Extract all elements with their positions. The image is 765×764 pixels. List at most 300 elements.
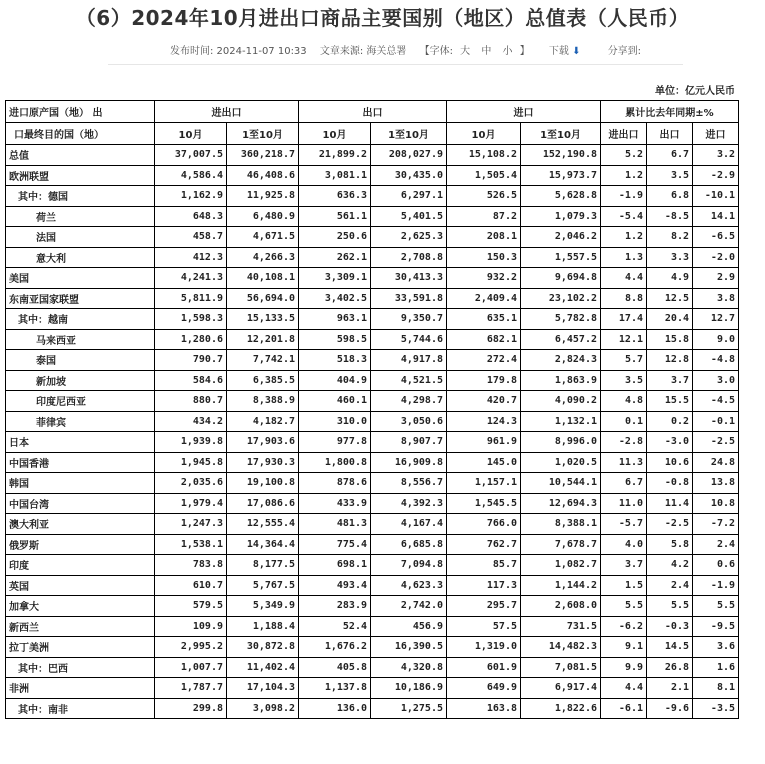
row-value: 1,598.3 [155,309,227,330]
row-value: 1,079.3 [521,206,601,227]
row-value: 57.5 [447,616,521,637]
row-value: 1,007.7 [155,657,227,678]
table-row [6,288,739,309]
row-value: 1.5 [601,575,647,596]
row-value: 4,167.4 [371,514,447,535]
row-country: 总值 [6,145,155,166]
row-value: 5,401.5 [371,206,447,227]
row-value: 3.7 [601,555,647,576]
row-value: 6.8 [647,186,693,207]
row-value: 598.5 [299,329,371,350]
row-value: 5.5 [693,596,739,617]
row-value: 12.5 [647,288,693,309]
row-value: 4.4 [601,268,647,289]
row-value: 3.0 [693,370,739,391]
row-country: 非洲 [6,678,155,699]
row-value: 420.7 [447,391,521,412]
row-value: 12.7 [693,309,739,330]
row-country: 印度 [6,555,155,576]
row-value: 2,742.0 [371,596,447,617]
row-country: 菲律宾 [6,411,155,432]
table-row [6,247,739,268]
row-value: 649.9 [447,678,521,699]
header-row-1 [6,101,739,123]
row-value: 10.6 [647,452,693,473]
row-value: -3.5 [693,698,739,719]
row-value: 299.8 [155,698,227,719]
share-label[interactable]: 分享到: [607,46,642,57]
row-value: 0.1 [601,411,647,432]
row-value: 1,137.8 [299,678,371,699]
header-export-month: 10月 [299,123,371,145]
row-value: 4,586.4 [155,165,227,186]
row-value: 19,100.8 [227,473,299,494]
row-value: 179.8 [447,370,521,391]
row-value: 3.6 [693,637,739,658]
row-value: 3.3 [647,247,693,268]
row-value: 8,907.7 [371,432,447,453]
font-size-medium[interactable]: 中 [481,46,492,57]
table-row [6,616,739,637]
page-title: （6）2024年10月进出口商品主要国别（地区）总值表（人民币） [75,6,690,30]
row-value: 5,744.6 [371,329,447,350]
row-country: 其中：南非 [6,698,155,719]
header-yoy-export: 出口 [647,123,693,145]
row-value: 5,628.8 [521,186,601,207]
row-value: 12.8 [647,350,693,371]
row-value: 1.3 [601,247,647,268]
row-value: -9.6 [647,698,693,719]
row-value: 4,266.3 [227,247,299,268]
row-value: 15.8 [647,329,693,350]
row-value: 37,007.5 [155,145,227,166]
row-value: 1,979.4 [155,493,227,514]
row-value: 145.0 [447,452,521,473]
row-value: 109.9 [155,616,227,637]
row-country: 美国 [6,268,155,289]
row-value: 518.3 [299,350,371,371]
row-value: -0.3 [647,616,693,637]
row-value: 1,800.8 [299,452,371,473]
table-row [6,206,739,227]
row-value: 635.1 [447,309,521,330]
row-value: 1,939.8 [155,432,227,453]
row-value: 412.3 [155,247,227,268]
row-value: 977.8 [299,432,371,453]
table-row [6,534,739,555]
row-value: 3,050.6 [371,411,447,432]
row-value: 1,275.5 [371,698,447,719]
row-value: 6.7 [647,145,693,166]
row-value: 783.8 [155,555,227,576]
row-value: 6,457.2 [521,329,601,350]
row-value: 8.2 [647,227,693,248]
row-value: 9.0 [693,329,739,350]
table-row [6,268,739,289]
row-value: 15,133.5 [227,309,299,330]
table-row [6,473,739,494]
row-value: 8.8 [601,288,647,309]
table-row [6,637,739,658]
row-value: 2,409.4 [447,288,521,309]
row-value: 17.4 [601,309,647,330]
row-value: 1.2 [601,165,647,186]
row-value: 3.2 [693,145,739,166]
row-value: 8,996.0 [521,432,601,453]
row-value: 3,402.5 [299,288,371,309]
row-value: 1,545.5 [447,493,521,514]
row-value: 0.6 [693,555,739,576]
row-value: -5.7 [601,514,647,535]
row-value: 26.8 [647,657,693,678]
row-value: 4,241.3 [155,268,227,289]
row-value: 11,402.4 [227,657,299,678]
row-value: 456.9 [371,616,447,637]
row-value: 1.6 [693,657,739,678]
header-country-2: 口最终目的国（地） [6,123,155,145]
row-value: 4,392.3 [371,493,447,514]
row-value: 433.9 [299,493,371,514]
table-row [6,309,739,330]
row-value: 85.7 [447,555,521,576]
row-value: -2.5 [647,514,693,535]
row-country: 日本 [6,432,155,453]
row-value: 6,297.1 [371,186,447,207]
row-value: 272.4 [447,350,521,371]
table-row [6,432,739,453]
row-value: 579.5 [155,596,227,617]
row-value: 17,903.6 [227,432,299,453]
row-value: 932.2 [447,268,521,289]
table-row [6,514,739,535]
table-row [6,165,739,186]
row-value: 40,108.1 [227,268,299,289]
font-size-large[interactable]: 大 [460,46,471,57]
row-value: 3.5 [601,370,647,391]
row-value: 3.5 [647,165,693,186]
row-value: 526.5 [447,186,521,207]
table-row [6,698,739,719]
table-row [6,596,739,617]
header-yoy: 累计比去年同期±% [601,101,739,123]
row-value: 208,027.9 [371,145,447,166]
header-import-month: 10月 [447,123,521,145]
row-value: 9.9 [601,657,647,678]
row-value: 1,676.2 [299,637,371,658]
font-size-control [420,46,533,57]
row-country: 新加坡 [6,370,155,391]
row-value: 1,020.5 [521,452,601,473]
row-country: 法国 [6,227,155,248]
row-value: 360,218.7 [227,145,299,166]
row-country: 中国香港 [6,452,155,473]
header-total-month: 10月 [155,123,227,145]
row-value: 30,435.0 [371,165,447,186]
row-value: -0.1 [693,411,739,432]
font-size-close: 】 [519,46,530,57]
row-value: 762.7 [447,534,521,555]
row-value: 7,081.5 [521,657,601,678]
row-value: 1,945.8 [155,452,227,473]
header-import: 进口 [447,101,601,123]
row-value: 3,098.2 [227,698,299,719]
row-value: 5.5 [647,596,693,617]
row-value: 12,201.8 [227,329,299,350]
table-row [6,452,739,473]
row-country: 其中：德国 [6,186,155,207]
row-value: 1,505.4 [447,165,521,186]
row-value: -6.1 [601,698,647,719]
row-value: 150.3 [447,247,521,268]
row-value: 250.6 [299,227,371,248]
divider [108,64,683,65]
row-value: 481.3 [299,514,371,535]
row-value: 731.5 [521,616,601,637]
row-value: 561.1 [299,206,371,227]
row-country: 印度尼西亚 [6,391,155,412]
row-value: 10,186.9 [371,678,447,699]
row-value: -7.2 [693,514,739,535]
row-value: -5.4 [601,206,647,227]
row-value: 1,787.7 [155,678,227,699]
row-value: -10.1 [693,186,739,207]
font-size-small[interactable]: 小 [502,46,513,57]
row-value: 3.7 [647,370,693,391]
row-value: 1,144.2 [521,575,601,596]
row-value: -3.0 [647,432,693,453]
row-value: 117.3 [447,575,521,596]
row-value: 2,035.6 [155,473,227,494]
row-value: 963.1 [299,309,371,330]
row-value: 648.3 [155,206,227,227]
row-value: 4,671.5 [227,227,299,248]
row-value: 208.1 [447,227,521,248]
row-value: 2,708.8 [371,247,447,268]
header-total-ytd: 1至10月 [227,123,299,145]
row-value: 1,132.1 [521,411,601,432]
row-value: 5.7 [601,350,647,371]
header-country: 进口原产国（地） 出 [6,101,155,123]
row-value: 4,623.3 [371,575,447,596]
row-value: -2.5 [693,432,739,453]
row-value: -4.8 [693,350,739,371]
row-value: 11,925.8 [227,186,299,207]
row-value: 1,162.9 [155,186,227,207]
row-value: 4,521.5 [371,370,447,391]
row-value: 5.2 [601,145,647,166]
row-value: 404.9 [299,370,371,391]
row-value: -1.9 [601,186,647,207]
row-value: 5,811.9 [155,288,227,309]
row-value: 12.1 [601,329,647,350]
row-country: 欧洲联盟 [6,165,155,186]
row-value: 458.7 [155,227,227,248]
row-value: 152,190.8 [521,145,601,166]
row-value: 13.8 [693,473,739,494]
row-value: 5.5 [601,596,647,617]
row-value: 1,188.4 [227,616,299,637]
row-value: 9.1 [601,637,647,658]
row-value: -6.2 [601,616,647,637]
row-value: 11.3 [601,452,647,473]
table-row [6,657,739,678]
row-value: 1,319.0 [447,637,521,658]
row-value: 14.5 [647,637,693,658]
header-yoy-total: 进出口 [601,123,647,145]
row-value: 52.4 [299,616,371,637]
row-value: 283.9 [299,596,371,617]
row-value: 10.8 [693,493,739,514]
row-country: 意大利 [6,247,155,268]
row-value: 766.0 [447,514,521,535]
row-value: 9,694.8 [521,268,601,289]
table-row [6,350,739,371]
row-value: 310.0 [299,411,371,432]
row-value: 4.2 [647,555,693,576]
row-value: 12,555.4 [227,514,299,535]
row-value: 6,917.4 [521,678,601,699]
publish-time: 发布时间: 2024-11-07 10:33 [170,46,307,57]
row-value: 11.4 [647,493,693,514]
row-value: 636.3 [299,186,371,207]
row-value: 2,625.3 [371,227,447,248]
row-country: 新西兰 [6,616,155,637]
row-value: 405.8 [299,657,371,678]
row-value: -1.9 [693,575,739,596]
row-value: 3,309.1 [299,268,371,289]
row-value: 2.4 [693,534,739,555]
row-value: 87.2 [447,206,521,227]
row-value: 1,822.6 [521,698,601,719]
row-value: 14,482.3 [521,637,601,658]
table-row [6,411,739,432]
trade-table [5,100,739,719]
row-value: 2.4 [647,575,693,596]
row-value: 682.1 [447,329,521,350]
article-meta [170,42,651,57]
row-value: 4.0 [601,534,647,555]
row-country: 马来西亚 [6,329,155,350]
row-value: 295.7 [447,596,521,617]
row-value: 8,388.9 [227,391,299,412]
row-value: 2,046.2 [521,227,601,248]
row-value: 15.5 [647,391,693,412]
row-value: 5,782.8 [521,309,601,330]
row-value: 434.2 [155,411,227,432]
row-value: 1.2 [601,227,647,248]
download-link[interactable] [549,46,584,57]
row-value: 1,082.7 [521,555,601,576]
row-country: 中国台湾 [6,493,155,514]
header-export-ytd: 1至10月 [371,123,447,145]
row-value: 6.7 [601,473,647,494]
download-label: 下载 [548,46,569,57]
row-value: 4,320.8 [371,657,447,678]
row-value: 46,408.6 [227,165,299,186]
row-value: 17,930.3 [227,452,299,473]
row-value: 584.6 [155,370,227,391]
row-value: 493.4 [299,575,371,596]
row-value: 30,872.8 [227,637,299,658]
article-source: 文章来源: 海关总署 [319,46,407,57]
row-value: 11.0 [601,493,647,514]
row-value: 7,742.1 [227,350,299,371]
row-value: 17,086.6 [227,493,299,514]
row-value: 2,995.2 [155,637,227,658]
row-value: 2.1 [647,678,693,699]
row-value: 16,909.8 [371,452,447,473]
row-value: 880.7 [155,391,227,412]
font-size-label: 【字体: [419,46,453,57]
row-country: 加拿大 [6,596,155,617]
row-value: 4,182.7 [227,411,299,432]
row-value: 698.1 [299,555,371,576]
row-value: -9.5 [693,616,739,637]
row-value: 14.1 [693,206,739,227]
row-value: 4,917.8 [371,350,447,371]
row-value: 1,157.1 [447,473,521,494]
row-value: 163.8 [447,698,521,719]
row-value: 33,591.8 [371,288,447,309]
row-value: 262.1 [299,247,371,268]
row-value: 2.9 [693,268,739,289]
row-value: 1,538.1 [155,534,227,555]
header-total: 进出口 [155,101,299,123]
table-row [6,370,739,391]
row-value: 124.3 [447,411,521,432]
row-value: 6,685.8 [371,534,447,555]
row-value: 20.4 [647,309,693,330]
row-value: -8.5 [647,206,693,227]
row-country: 俄罗斯 [6,534,155,555]
row-value: 5.8 [647,534,693,555]
table-row [6,493,739,514]
row-value: 4.4 [601,678,647,699]
header-yoy-import: 进口 [693,123,739,145]
row-value: 16,390.5 [371,637,447,658]
row-value: 6,385.5 [227,370,299,391]
row-value: 6,480.9 [227,206,299,227]
table-row [6,391,739,412]
row-value: 21,899.2 [299,145,371,166]
table-row [6,575,739,596]
header-row-2 [6,123,739,145]
row-value: 15,108.2 [447,145,521,166]
row-value: 15,973.7 [521,165,601,186]
row-value: 12,694.3 [521,493,601,514]
row-value: 0.2 [647,411,693,432]
row-value: 4.8 [601,391,647,412]
row-value: -6.5 [693,227,739,248]
row-country: 东南亚国家联盟 [6,288,155,309]
row-country: 英国 [6,575,155,596]
row-value: 790.7 [155,350,227,371]
row-value: 7,094.8 [371,555,447,576]
row-value: 7,678.7 [521,534,601,555]
table-row [6,678,739,699]
row-value: 8,556.7 [371,473,447,494]
table-row [6,555,739,576]
row-value: 5,767.5 [227,575,299,596]
row-value: 1,247.3 [155,514,227,535]
row-country: 荷兰 [6,206,155,227]
row-value: 2,824.3 [521,350,601,371]
row-value: 4,298.7 [371,391,447,412]
row-value: 961.9 [447,432,521,453]
row-value: -2.0 [693,247,739,268]
table-row [6,227,739,248]
row-value: -4.5 [693,391,739,412]
